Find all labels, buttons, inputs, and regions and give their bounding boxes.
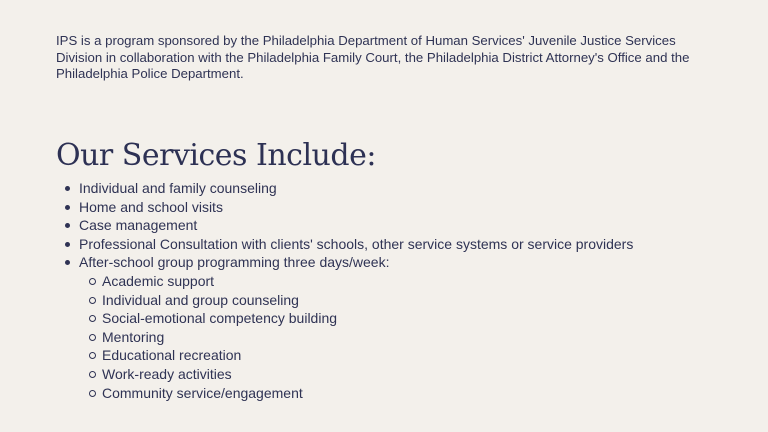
hollow-bullet-icon	[89, 334, 96, 341]
sub-list-item	[102, 309, 633, 328]
sub-list-item-label: Individual and group counseling	[102, 291, 299, 308]
sub-list-item	[102, 346, 633, 365]
list-item	[79, 179, 633, 198]
hollow-bullet-icon	[89, 371, 96, 378]
bullet-icon	[65, 205, 70, 210]
list-item-label: Individual and family counseling	[79, 180, 277, 196]
sub-list-item	[102, 291, 633, 310]
list-item-label: After-school group programming three days/week:	[79, 254, 390, 271]
intro-paragraph	[56, 33, 716, 83]
intro-line: Philadelphia Police Department.	[56, 66, 244, 81]
bullet-icon	[65, 242, 70, 247]
page-title: Our Services Include:	[56, 138, 376, 173]
hollow-bullet-icon	[89, 315, 96, 322]
after-school-sublist	[79, 272, 633, 402]
intro-line: IPS is a program sponsored by the Philadelphia Department of Human Services' Juvenile Justice Services	[56, 33, 676, 48]
list-item	[79, 198, 633, 217]
sub-list-item-label: Community service/engagement	[102, 384, 303, 401]
sub-list-item-label: Educational recreation	[102, 347, 242, 364]
list-item-label: Case management	[79, 217, 198, 234]
sub-list-item	[102, 328, 633, 347]
list-item-label: Professional Consultation with clients' schools, other service systems or service providers	[79, 235, 634, 252]
services-list	[79, 179, 633, 402]
bullet-icon	[65, 186, 70, 191]
sub-list-item	[102, 272, 633, 291]
sub-list-item-label: Work-ready activities	[102, 365, 232, 382]
sub-list-item-label: Academic support	[102, 272, 215, 289]
hollow-bullet-icon	[89, 297, 96, 304]
list-item-label: Home and school visits	[79, 198, 223, 215]
sub-list-item	[102, 384, 633, 403]
hollow-bullet-icon	[89, 390, 96, 397]
list-item	[79, 253, 633, 402]
intro-line: Division in collaboration with the Philadelphia Family Court, the Philadelphia District Attorney's Office and the	[56, 49, 690, 65]
bullet-icon	[65, 260, 70, 265]
list-item	[79, 235, 633, 254]
sub-list-item-label: Social-emotional competency building	[102, 310, 338, 327]
hollow-bullet-icon	[89, 352, 96, 359]
sub-list-item	[102, 365, 633, 384]
list-item	[79, 216, 633, 235]
hollow-bullet-icon	[89, 278, 96, 285]
bullet-icon	[65, 223, 70, 228]
sub-list-item-label: Mentoring	[102, 328, 165, 345]
